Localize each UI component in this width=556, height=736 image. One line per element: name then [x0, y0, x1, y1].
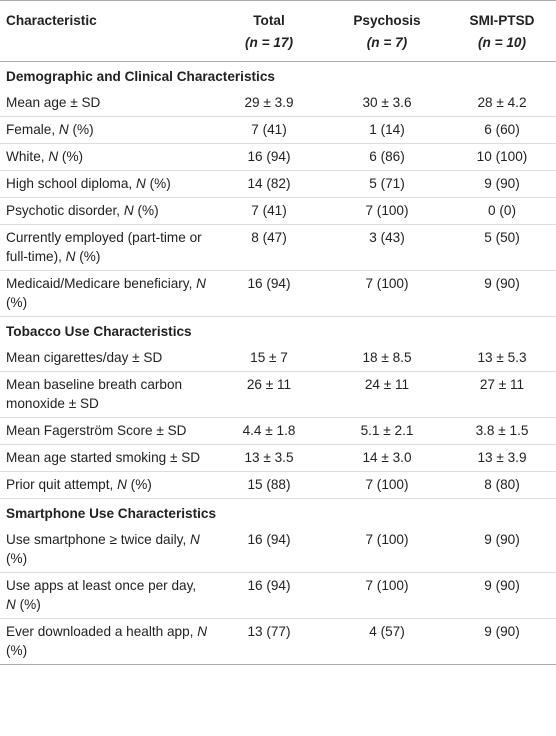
row-label: Mean age started smoking ± SD: [0, 445, 212, 472]
header-psychosis: Psychosis: [326, 1, 448, 31]
value-psychosis: 5 (71): [326, 171, 448, 198]
row-label: Mean cigarettes/day ± SD: [0, 345, 212, 372]
table-row: [0, 472, 556, 499]
row-label: Mean age ± SD: [0, 90, 212, 117]
row-label: Mean baseline breath carbon monoxide ± SD: [0, 372, 212, 418]
value-psychosis: 6 (86): [326, 144, 448, 171]
value-total: 15 ± 7: [212, 345, 326, 372]
table-row: [0, 573, 556, 619]
row-label: Currently employed (part-time or full-time), N (%): [0, 225, 212, 271]
section-title: Tobacco Use Characteristics: [6, 324, 192, 339]
value-psychosis: 7 (100): [326, 198, 448, 225]
value-psychosis: 18 ± 8.5: [326, 345, 448, 372]
value-smi-ptsd: 9 (90): [448, 573, 556, 619]
row-label: Ever downloaded a health app, N (%): [0, 619, 212, 665]
table-row: [0, 418, 556, 445]
value-smi-ptsd: 3.8 ± 1.5: [448, 418, 556, 445]
value-total: 7 (41): [212, 117, 326, 144]
section-title: Demographic and Clinical Characteristics: [6, 69, 275, 84]
row-label: Medicaid/Medicare beneficiary, N (%): [0, 271, 212, 317]
value-smi-ptsd: 9 (90): [448, 171, 556, 198]
row-label: Use apps at least once per day, N (%): [0, 573, 212, 619]
value-total: 14 (82): [212, 171, 326, 198]
value-total: 7 (41): [212, 198, 326, 225]
table-row: [0, 345, 556, 372]
value-smi-ptsd: 13 ± 3.9: [448, 445, 556, 472]
table-row: [0, 619, 556, 665]
value-psychosis: 7 (100): [326, 573, 448, 619]
value-psychosis: 7 (100): [326, 472, 448, 499]
row-label: Psychotic disorder, N (%): [0, 198, 212, 225]
value-total: 16 (94): [212, 527, 326, 573]
table-row: [0, 171, 556, 198]
table-row: [0, 527, 556, 573]
value-psychosis: 5.1 ± 2.1: [326, 418, 448, 445]
table-row: [0, 445, 556, 472]
table-row: [0, 372, 556, 418]
value-smi-ptsd: 13 ± 5.3: [448, 345, 556, 372]
value-total: 29 ± 3.9: [212, 90, 326, 117]
value-smi-ptsd: 9 (90): [448, 527, 556, 573]
value-psychosis: 1 (14): [326, 117, 448, 144]
value-smi-ptsd: 10 (100): [448, 144, 556, 171]
header-smi-ptsd-n: (n = 10): [448, 30, 556, 62]
value-psychosis: 24 ± 11: [326, 372, 448, 418]
value-psychosis: 3 (43): [326, 225, 448, 271]
header-total: Total: [212, 1, 326, 31]
row-label: Female, N (%): [0, 117, 212, 144]
value-smi-ptsd: 5 (50): [448, 225, 556, 271]
section-title: Smartphone Use Characteristics: [6, 506, 217, 521]
row-label: Use smartphone ≥ twice daily, N (%): [0, 527, 212, 573]
value-total: 16 (94): [212, 573, 326, 619]
value-smi-ptsd: 6 (60): [448, 117, 556, 144]
value-total: 8 (47): [212, 225, 326, 271]
row-label: Prior quit attempt, N (%): [0, 472, 212, 499]
header-psychosis-n: (n = 7): [326, 30, 448, 62]
value-total: 13 (77): [212, 619, 326, 665]
table-row: [0, 198, 556, 225]
value-total: 26 ± 11: [212, 372, 326, 418]
value-total: 16 (94): [212, 271, 326, 317]
value-total: 13 ± 3.5: [212, 445, 326, 472]
value-total: 4.4 ± 1.8: [212, 418, 326, 445]
value-smi-ptsd: 0 (0): [448, 198, 556, 225]
table-row: [0, 90, 556, 117]
value-psychosis: 14 ± 3.0: [326, 445, 448, 472]
value-smi-ptsd: 8 (80): [448, 472, 556, 499]
table-row: [0, 271, 556, 317]
table-row: [0, 144, 556, 171]
value-total: 16 (94): [212, 144, 326, 171]
value-total: 15 (88): [212, 472, 326, 499]
row-label: High school diploma, N (%): [0, 171, 212, 198]
value-psychosis: 4 (57): [326, 619, 448, 665]
value-psychosis: 7 (100): [326, 271, 448, 317]
header-characteristic: Characteristic: [0, 1, 212, 31]
value-psychosis: 30 ± 3.6: [326, 90, 448, 117]
table-row: [0, 117, 556, 144]
value-psychosis: 7 (100): [326, 527, 448, 573]
table-row: [0, 225, 556, 271]
value-smi-ptsd: 28 ± 4.2: [448, 90, 556, 117]
row-label: Mean Fagerström Score ± SD: [0, 418, 212, 445]
header-smi-ptsd: SMI-PTSD: [448, 1, 556, 31]
value-smi-ptsd: 9 (90): [448, 271, 556, 317]
header-total-n: (n = 17): [212, 30, 326, 62]
row-label: White, N (%): [0, 144, 212, 171]
value-smi-ptsd: 27 ± 11: [448, 372, 556, 418]
value-smi-ptsd: 9 (90): [448, 619, 556, 665]
